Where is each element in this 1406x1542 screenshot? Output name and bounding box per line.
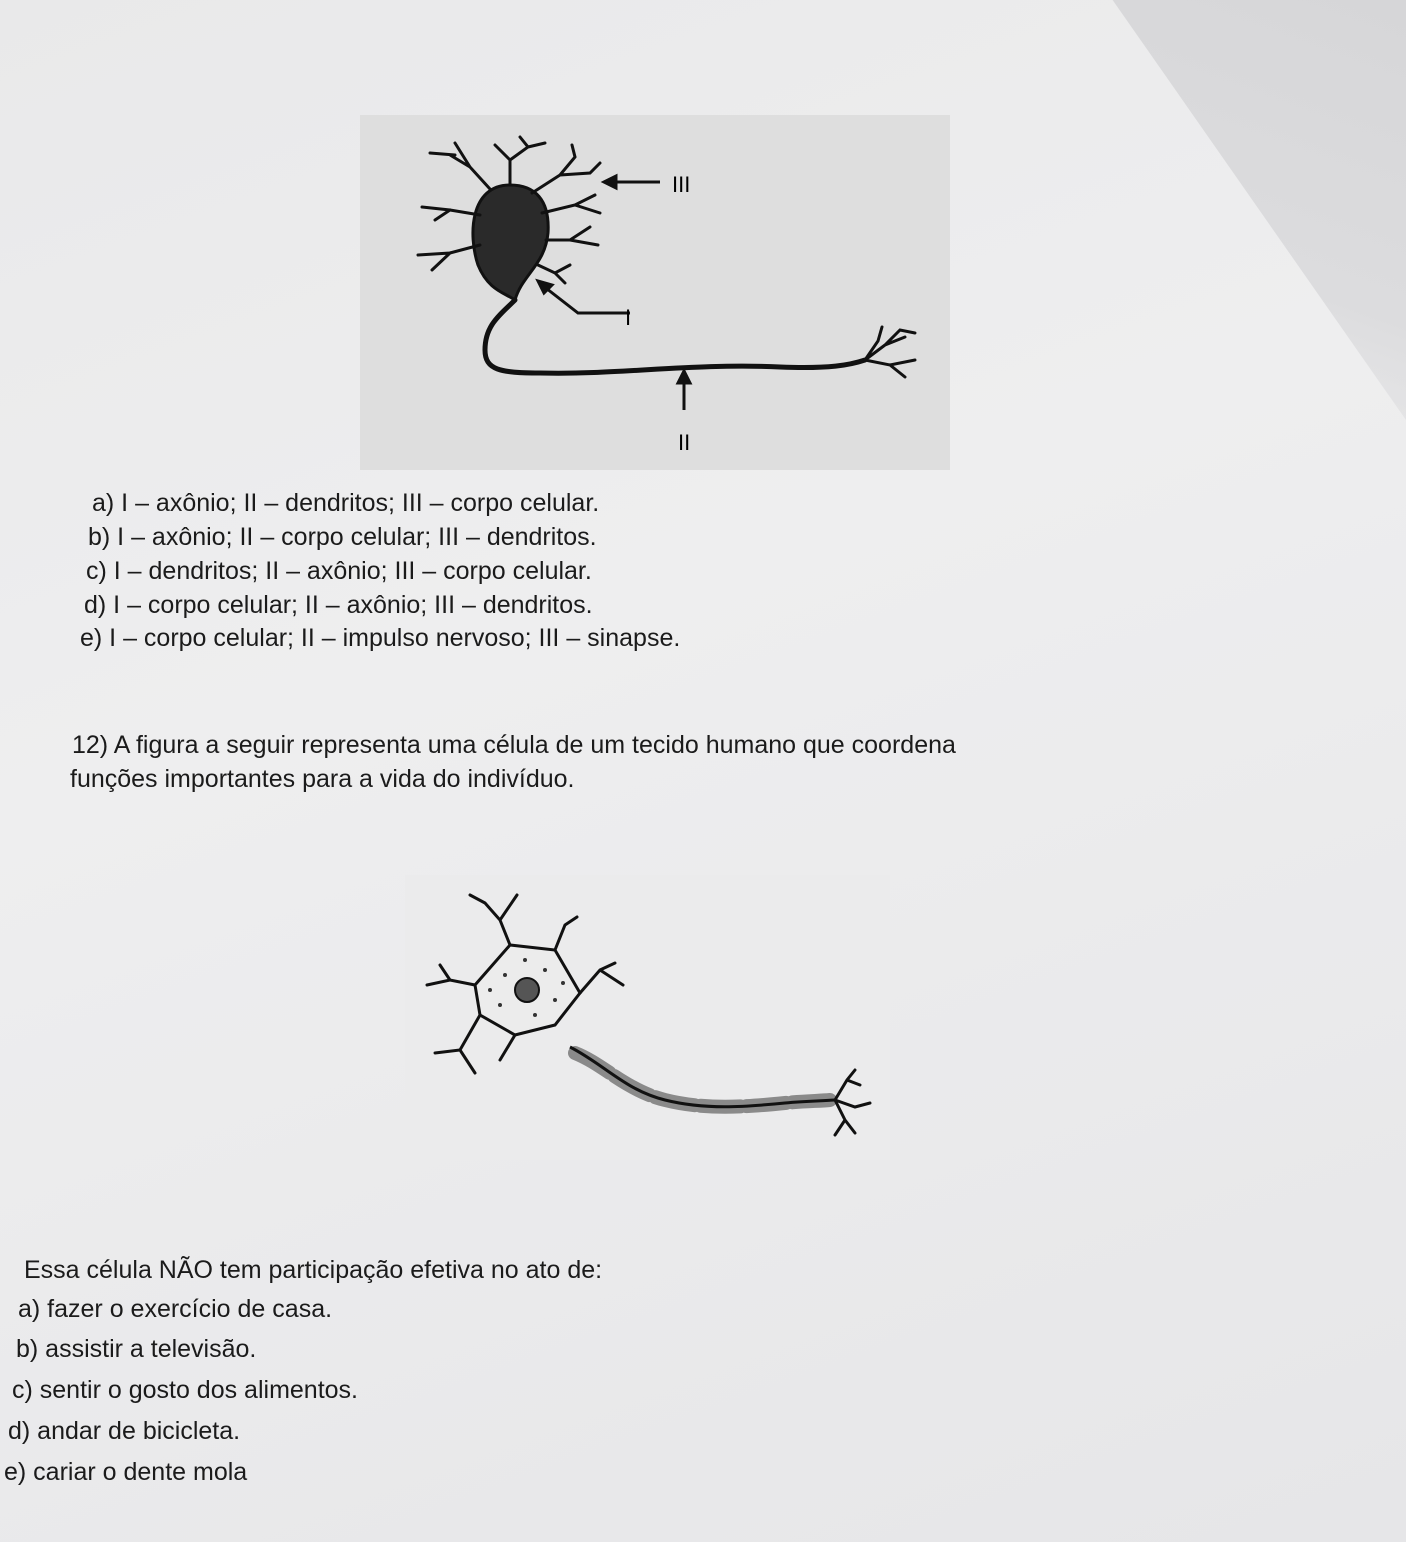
axon-terminals-2 xyxy=(835,1070,870,1135)
q11-option-a[interactable]: a) I – axônio; II – dendritos; III – corpo celular. xyxy=(92,489,600,517)
q12-option-d[interactable]: d) andar de bicicleta. xyxy=(8,1417,241,1445)
label-I: I xyxy=(625,305,632,330)
label-II: II xyxy=(678,430,691,455)
neuron-figure-myelinated xyxy=(405,875,890,1160)
q11-option-c[interactable]: c) I – dendritos; II – axônio; III – corpo celular. xyxy=(86,557,592,585)
page-fold-shadow xyxy=(1080,0,1406,420)
q12-prompt: Essa célula NÃO tem participação efetiva no ato de: xyxy=(24,1256,603,1284)
q12-option-c[interactable]: c) sentir o gosto dos alimentos. xyxy=(12,1376,358,1404)
q12-option-e[interactable]: e) cariar o dente mola xyxy=(4,1458,248,1486)
axon xyxy=(485,300,865,373)
q12-stem-line1: 12) A figura a seguir representa uma célula de um tecido humano que coordena xyxy=(72,731,956,759)
q12-option-a[interactable]: a) fazer o exercício de casa. xyxy=(18,1295,333,1323)
label-III: III xyxy=(672,172,691,197)
neuron-drawing-2 xyxy=(405,875,890,1160)
neuron-drawing-1 xyxy=(360,115,950,470)
cell-body xyxy=(473,185,548,300)
neuron-figure-labeled xyxy=(360,115,950,470)
q12-option-b[interactable]: b) assistir a televisão. xyxy=(16,1335,257,1363)
q11-option-e[interactable]: e) I – corpo celular; II – impulso nervoso; III – sinapse. xyxy=(80,624,681,652)
myelin-sheath xyxy=(575,1053,830,1107)
q11-option-b[interactable]: b) I – axônio; II – corpo celular; III – dendritos. xyxy=(88,523,597,551)
nucleus xyxy=(515,978,539,1002)
axon-terminals xyxy=(865,327,915,377)
q11-option-d[interactable]: d) I – corpo celular; II – axônio; III – dendritos. xyxy=(84,591,593,619)
q12-stem-line2: funções importantes para a vida do indivíduo. xyxy=(70,765,575,793)
